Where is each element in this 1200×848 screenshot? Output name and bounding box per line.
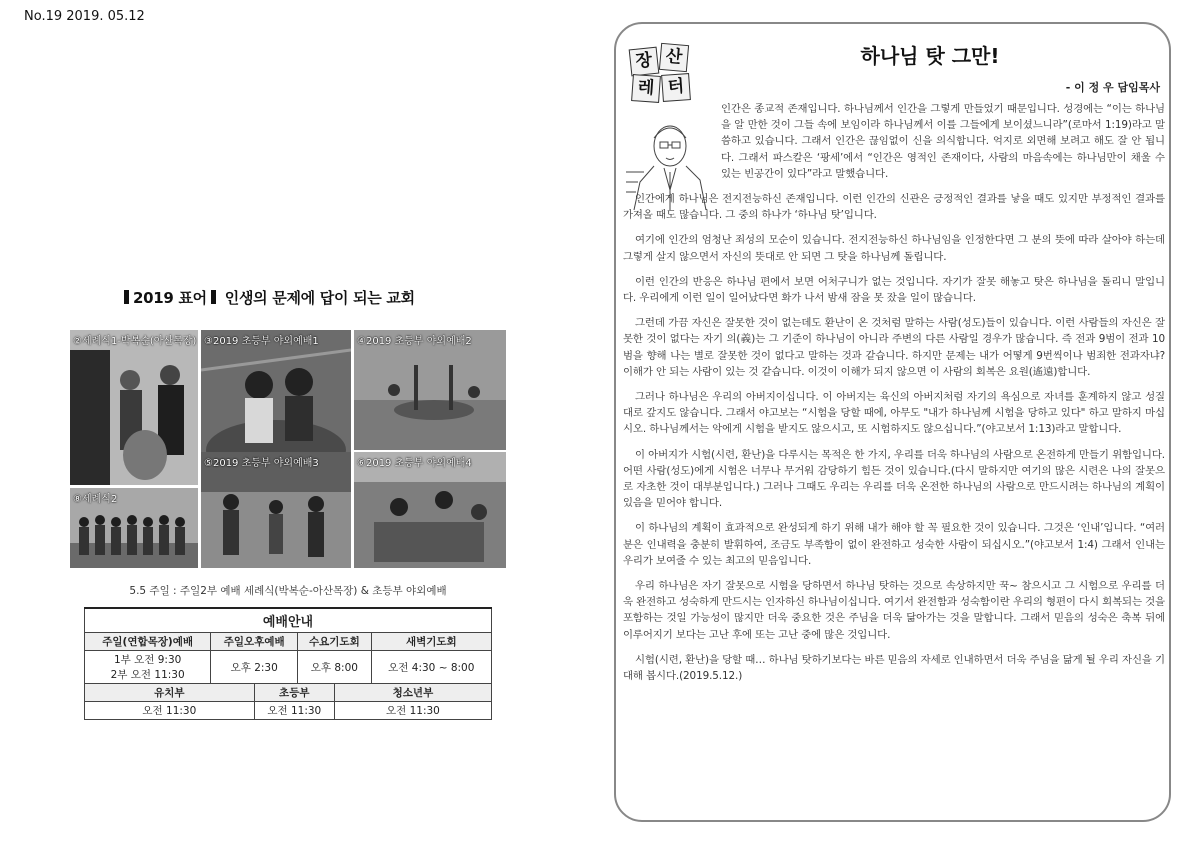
- header-sunday: 주일(연합목장)예배: [85, 633, 211, 651]
- logo-char-3: 레: [631, 74, 661, 103]
- kindergarten-time: 오전 11:30: [85, 702, 255, 720]
- logo-char-2: 산: [659, 43, 689, 72]
- article-paragraph-2: 인간에게 하나님은 전지전능하신 존재입니다. 이런 인간의 신관은 긍정적인 결과를 낳을 때도 있지만 부정적인 결과를 가져올 때도 많습니다. 그 중의 하나가 ‘하나님 탓’입니다.: [623, 193, 1165, 222]
- photo-caption-4: ⑤2019 초등부 야외예배3: [204, 458, 319, 469]
- jangsan-letter-logo: [630, 44, 690, 102]
- motto-bar-right: [211, 290, 216, 304]
- sunday-times: [85, 651, 211, 684]
- motto-year: 2019 표어: [133, 289, 207, 307]
- article-paragraph-4: 이런 인간의 반응은 하나님 편에서 보면 어처구니가 없는 것입니다. 자기가 잘못 해놓고 탓은 하나님을 돌리니 말입니다. 우리에게 이런 일이 일어났다면 화가 나서 밤새 잠을 못 잤을 일이 많습니다.: [623, 275, 1165, 305]
- header-youth: 청소년부: [334, 684, 491, 702]
- logo-char-4: 터: [661, 73, 691, 102]
- photo-collage-caption: 5.5 주일 : 주일2부 예배 세례식(박복순-아산목장) & 초등부 야외예배: [129, 585, 447, 597]
- motto-text: 인생의 문제에 답이 되는 교회: [224, 289, 415, 307]
- sunday-first: 1부 오전 9:30: [113, 654, 182, 666]
- photo-baptism-2: [70, 488, 198, 568]
- sunday-second: 2부 오전 11:30: [110, 669, 185, 681]
- article-title: 하나님 탓 그만!: [860, 44, 1000, 68]
- article-paragraph-7: 이 아버지가 시험(시련, 환난)을 다루시는 목적은 한 가지, 우리를 더욱 하나님의 사람으로 온전하게 만들기 위함입니다. 어떤 사람(성도)에게 시험은 너무나 무거워 감당하기 힘든 것이 있습니다.(다시 말하지만 여기의 많은 시련은 나의 잘못으로 자초한 것이 대부분입니다.) 그러나 그때도 우리는 우리를 더욱 온전한 하나님의 사람으로 만드시려는 하나님의 계획이 있음을 믿어야 합니다.: [623, 448, 1165, 510]
- article-paragraph-6: 그러나 하나님은 우리의 아버지이십니다. 이 아버지는 육신의 아버지처럼 자기의 욕심으로 자녀를 훈계하지 않고 성질대로 갚지도 않습니다. 그래서 야고보는 “시험을 당할 때에, 아무도 "내가 하나님께 시험을 당하고 있다" 하고 말하지 마십시오. 하나님께서는 악에게 시험을 받지도 않으시고, 또 시험하지도 않으십니다.”(야고보서 1:13)라고 말합니다.: [623, 391, 1165, 436]
- header-dawn: 새벽기도회: [371, 633, 491, 651]
- article-paragraph-1: 인간은 종교적 존재입니다. 하나님께서 인간을 그렇게 만들었기 때문입니다. 성경에는 “이는 하나님을 알 만한 것이 그들 속에 보임이라 하나님께서 이를 그들에게 보이셨느니라”(로마서 1:19)라고 말씀하고 있습니다. 그래서 인간은 끊임없이 신을 의식합니다. 억지로 외면해 보려고 해도 잘 안 됩니다. 그래서 파스칼은 ‘팡세’에서 “인간은 영적인 존재이다, 사람의 마음속에는 하나님만이 채울 수 있는 빈공간이 있다”라고 말했습니다.: [721, 103, 1165, 180]
- afternoon-time: 오후 2:30: [211, 651, 298, 684]
- photo-caption-2: ③2019 초등부 야외예배1: [204, 336, 319, 347]
- photo-caption-5: ⑥2019 초등부 야외예배4: [357, 458, 472, 469]
- header-kindergarten: 유치부: [85, 684, 255, 702]
- dawn-time: 오전 4:30 ~ 8:00: [371, 651, 491, 684]
- photo-baptism-1: [70, 330, 198, 485]
- article-author: - 이 정 우 담임목사: [1065, 81, 1160, 94]
- header-elementary: 초등부: [254, 684, 334, 702]
- photo-caption-6: ⑧세례식2: [73, 494, 118, 505]
- article-body: [623, 101, 1165, 693]
- photo-picnic-3: [201, 452, 351, 568]
- article-paragraph-9: 우리 하나님은 자기 잘못으로 시험을 당하면서 하나님 탓하는 것으로 속상하지만 꾹~ 참으시고 그 시험으로 우리를 더욱 완전하고 성숙하게 만드시는 인자하신 하나님이십니다. 여기서 완전함과 성숙함이란 우리의 형편이 다시 회복되는 것을 포함하는 것일 가능성이 많지만 더욱 중요한 것은 주님을 더욱 닮아가는 것을 말합니다. 그래서 믿음의 성숙은 축복 뒤에 이루어지기 보다는 고난 후에 또는 고난 중에 많은 것입니다.: [623, 580, 1165, 641]
- article-paragraph-8: 이 하나님의 계획이 효과적으로 완성되게 하기 위해 내가 해야 할 꼭 필요한 것이 있습니다. 그것은 ‘인내’입니다. “여러분은 인내력을 충분히 발휘하여, 조금도 부족함이 없이 완전하고 성숙한 사람이 되십시오.”(야고보서 1:4) 그래서 인내는 우리가 보여줄 수 있는 최고의 믿음입니다.: [623, 522, 1165, 567]
- article-paragraph-3: 여기에 인간의 엄청난 죄성의 모순이 있습니다. 전지전능하신 하나님임을 인정한다면 그 분의 뜻에 따라 살아야 하는데 그렇게 살지 않으면서 자신의 뜻대로 안 되면 그 탓을 하나님께 돌립니다.: [623, 234, 1165, 263]
- article-paragraph-10: 시험(시련, 환난)을 당할 때… 하나님 탓하기보다는 바른 믿음의 자세로 인내하면서 더욱 주님을 닮게 될 우리 자신을 기대해 봅시다.(2019.5.12.): [623, 653, 1165, 683]
- youth-time: 오전 11:30: [334, 702, 491, 720]
- logo-char-1: 장: [629, 47, 660, 77]
- motto-bar-left: [124, 290, 129, 304]
- issue-number: No.19 2019. 05.12: [24, 9, 145, 24]
- photo-caption-3: ④2019 초등부 야외예배2: [357, 336, 472, 347]
- header-afternoon: 주일오후예배: [211, 633, 298, 651]
- header-wednesday: 수요기도회: [298, 633, 371, 651]
- worship-schedule-table: [84, 607, 492, 720]
- wednesday-time: 오후 8:00: [298, 651, 371, 684]
- photo-picnic-4: [354, 452, 506, 568]
- photo-collage: [70, 330, 506, 568]
- worship-title: 예배안내: [85, 608, 492, 633]
- photo-caption-1: ②세례식1-박복순(아산목장): [73, 336, 197, 347]
- article-paragraph-5: 그런데 가끔 자신은 잘못한 것이 없는데도 환난이 온 것처럼 말하는 사람(성도)들이 있습니다. 이런 사람들의 자신은 잘못한 것이 없다는 자기 의(義)는 그 기준이 하나님이 아니라 주변의 다른 사람일 경우가 많습니다. 즉 전과 9범이 전과 10범을 향해 나는 별로 잘못한 것이 없다고 말하는 것과 같습니다. 하지만 문제는 내가 어떻게 9번씩이나 범죄한 전과자냐? 이해가 안 되는 사람이 있는 것 같습니다. 이것이 이해가 되지 않으면 이 사람의 회복은 요원(遙遠)합니다.: [623, 317, 1165, 378]
- photo-picnic-2: [354, 330, 506, 450]
- elementary-time: 오전 11:30: [254, 702, 334, 720]
- year-motto: [120, 287, 460, 308]
